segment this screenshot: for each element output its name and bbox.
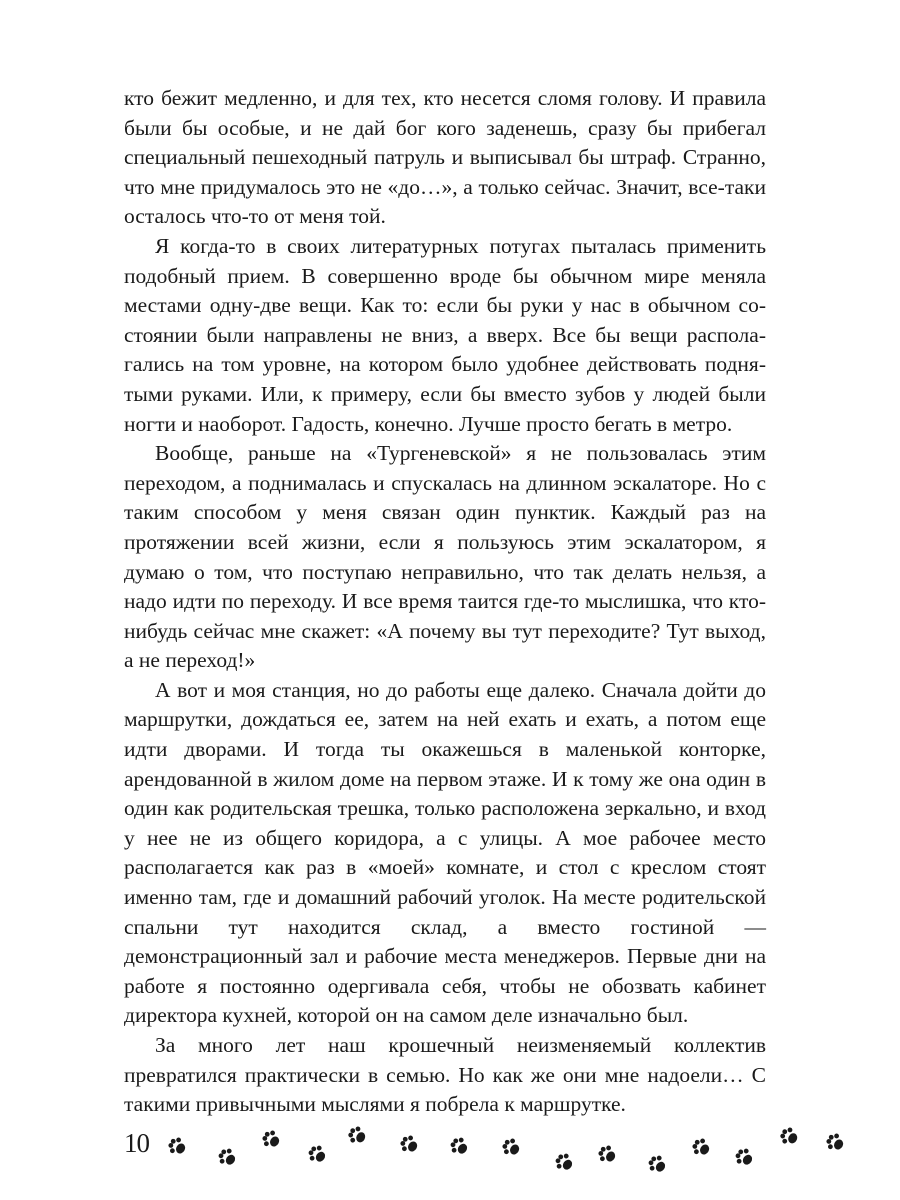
paw-print-icon <box>596 1143 619 1166</box>
paw-print-icon <box>166 1135 189 1158</box>
paw-print-icon <box>215 1145 239 1169</box>
paw-print-icon <box>778 1125 800 1148</box>
paw-print-icon <box>645 1152 669 1176</box>
paw-print-icon <box>305 1142 329 1166</box>
paragraph: кто бежит медленно, и для тех, кто несется сломя голову. И правила были бы особые, и не дай бог кого заденешь, сразу бы прибегал специальный пешеходный патруль и выписывал бы штраф. Странно, что мне придумалось это не «до…», а только сейчас. Значит, все-таки осталось что-то от меня той. <box>124 86 766 229</box>
paw-print-icon <box>824 1131 847 1154</box>
paw-print-icon <box>500 1136 523 1159</box>
page-number: 10 <box>124 1128 149 1158</box>
paragraph: Я когда-то в своих литературных потугах пыталась применить подобный прием. В совершенно вроде бы обычном мире меняла местами одну-две вещи. Как то: если бы руки у нас в обычном состоянии были направлены не вниз, а вверх. Все бы вещи располагались на том уровне, на котором было удобнее действовать поднятыми руками. Или, к примеру, если бы вместо зубов у людей были ногти и наоборот. Гадость, конечно. Лучше просто бегать в метро. <box>124 233 766 436</box>
body-text <box>124 84 766 1120</box>
paw-print-icon <box>552 1150 576 1174</box>
paw-print-icon <box>346 1124 368 1147</box>
paragraph: Вообще, раньше на «Тургеневской» я не пользовалась этим переходом, а поднималась и спускалась на длинном эскалаторе. Но с таким способом у меня связан один пунктик. Каждый раз на протяжении всей жизни, если я пользуюсь этим эскалатором, я думаю о том, что поступаю неправильно, что так делать нельзя, а надо идти по переходу. И все время таится где-то мыслишка, что кто-нибудь сейчас мне скажет: «А почему вы тут переходите? Тут выход, а не переход!» <box>124 441 766 673</box>
paragraph: За много лет наш крошечный неизменяемый коллектив превратился практически в семью. Но как же они мне надоели… С такими привычными мыслями я побрела к маршрутке. <box>124 1033 766 1117</box>
paw-print-icon <box>260 1128 283 1151</box>
paw-print-icon <box>690 1136 713 1159</box>
paw-print-icon <box>447 1134 471 1158</box>
paw-print-icon <box>398 1133 421 1156</box>
paw-print-icon <box>732 1145 756 1169</box>
paragraph: А вот и моя станция, но до работы еще далеко. Сначала дойти до маршрутки, дождаться ее, затем на ней ехать и ехать, а потом еще идти дворами. И тогда ты окажешься в маленькой конторке, арендованной в жилом доме на первом этаже. И к тому же она один в один как родительская трешка, только расположена зеркально, и вход у нее не из общего коридора, а с улицы. А мое рабочее место располагается как раз в «моей» комнате, и стол с креслом стоят именно там, где и домашний рабочий уголок. На месте родительской спальни тут находится склад, а вместо гостиной — демонстрационный зал и рабочие места менеджеров. Первые дни на работе я постоянно одергивала себя, чтобы не обозвать кабинет директора кухней, которой он на самом деле изначально был. <box>124 677 766 1028</box>
